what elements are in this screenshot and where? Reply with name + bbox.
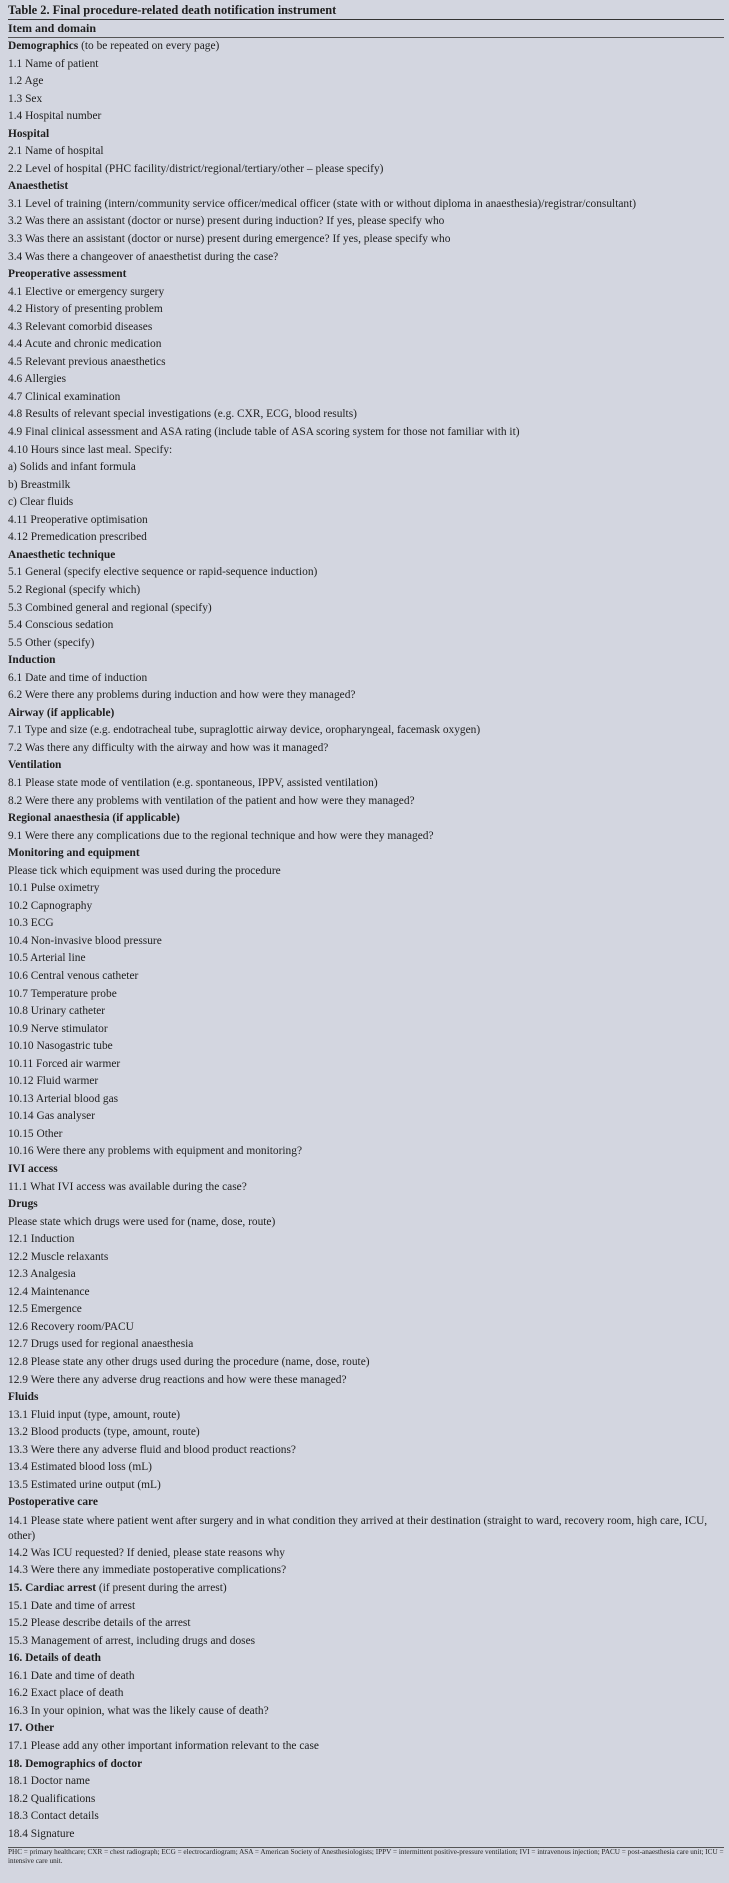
table-row: [8, 582, 724, 600]
item-text: 2.2 Level of hospital (PHC facility/district/regional/tertiary/other – please specify): [8, 162, 384, 175]
section-heading-note: (if present during the arrest): [96, 1582, 227, 1595]
table-row: [8, 91, 724, 109]
table-row: [8, 915, 724, 933]
item-text: 10.2 Capnography: [8, 899, 93, 912]
section-heading-label: 15. Cardiac arrest: [8, 1582, 97, 1595]
item-text: 15.1 Date and time of arrest: [8, 1599, 136, 1612]
item-text: 5.1 General (specify elective sequence or rapid-sequence induction): [8, 566, 318, 579]
section-heading: [8, 652, 724, 670]
section-heading: [8, 547, 724, 565]
table-row: [8, 1354, 724, 1372]
item-text: 10.14 Gas analyser: [8, 1110, 95, 1123]
table-row: [8, 1703, 724, 1721]
table-row: [8, 863, 724, 881]
table-row: [8, 1477, 724, 1495]
table-row: [8, 512, 724, 530]
section-heading: [8, 1580, 724, 1598]
table-row: [8, 1808, 724, 1826]
table-row: [8, 1108, 724, 1126]
item-text: 18.2 Qualifications: [8, 1792, 96, 1805]
table-row: [8, 1284, 724, 1302]
table-row: [8, 1424, 724, 1442]
item-text: 6.1 Date and time of induction: [8, 671, 148, 684]
table-row: [8, 1073, 724, 1091]
table-row: [8, 529, 724, 547]
item-text: 11.1 What IVI access was available during the case?: [8, 1180, 247, 1193]
table-row: [8, 1372, 724, 1390]
table-row: [8, 1685, 724, 1703]
item-text: 4.11 Preoperative optimisation: [8, 513, 148, 526]
table-row: [8, 1056, 724, 1074]
item-text: 13.2 Blood products (type, amount, route): [8, 1426, 200, 1439]
item-text: 12.1 Induction: [8, 1233, 75, 1246]
section-heading-label: Demographics: [8, 40, 79, 52]
table-row: [8, 1633, 724, 1651]
item-text: 12.4 Maintenance: [8, 1285, 90, 1298]
table-row: [8, 389, 724, 407]
item-text: 1.2 Age: [8, 75, 44, 88]
item-text: 7.1 Type and size (e.g. endotracheal tube, supraglottic airway device, oropharyngeal, facemask oxygen): [8, 724, 481, 737]
section-heading: [8, 38, 724, 56]
item-text: 12.2 Muscle relaxants: [8, 1250, 109, 1263]
item-text: 4.7 Clinical examination: [8, 390, 121, 403]
table-row: [8, 1598, 724, 1616]
table-row: [8, 284, 724, 302]
table-row: [8, 617, 724, 635]
item-text: 4.10 Hours since last meal. Specify:: [8, 443, 173, 456]
section-heading-label: Hospital: [8, 127, 50, 140]
item-text: 3.4 Was there a changeover of anaesthetist during the case?: [8, 250, 279, 263]
item-text: 7.2 Was there any difficulty with the airway and how was it managed?: [8, 741, 329, 754]
table-row: [8, 1266, 724, 1284]
item-text: 17.1 Please add any other important information relevant to the case: [8, 1739, 319, 1752]
column-header: Item and domain: [8, 21, 97, 35]
table-row: [8, 371, 724, 389]
item-text: 5.5 Other (specify): [8, 636, 95, 649]
item-text: 10.7 Temperature probe: [8, 987, 117, 1000]
table-row: [8, 687, 724, 705]
table-row: [8, 950, 724, 968]
table-row: [8, 1407, 724, 1425]
item-text: 14.3 Were there any immediate postoperative complications?: [8, 1564, 287, 1577]
table-title: Table 2. Final procedure-related death notification instrument: [8, 3, 337, 17]
item-text: 16.2 Exact place of death: [8, 1687, 124, 1700]
item-text: 4.4 Acute and chronic medication: [8, 338, 162, 351]
table-row: [8, 1143, 724, 1161]
section-heading-label: Regional anaesthesia (if applicable): [8, 812, 180, 825]
table-row: [8, 793, 724, 811]
table-row: [8, 1826, 724, 1844]
section-heading: [8, 1720, 724, 1738]
item-text: 9.1 Were there any complications due to the regional technique and how were they managed?: [8, 829, 434, 842]
item-text: 12.5 Emergence: [8, 1303, 82, 1316]
section-heading: [8, 1650, 724, 1668]
section-heading-label: Preoperative assessment: [8, 268, 127, 281]
table-row: [8, 301, 724, 319]
section-heading-note: (to be repeated on every page): [78, 40, 220, 52]
table-row: [8, 1545, 724, 1563]
table-row: [8, 933, 724, 951]
table-row: [8, 1562, 724, 1580]
item-text: c) Clear fluids: [8, 496, 74, 509]
item-text: 15.3 Management of arrest, including drugs and doses: [8, 1634, 256, 1647]
table-row: [8, 196, 724, 214]
section-heading: [8, 266, 724, 284]
table-row: [8, 459, 724, 477]
section-heading-label: Anaesthetic technique: [8, 548, 116, 561]
table-row: [8, 442, 724, 460]
table-row: [8, 1301, 724, 1319]
item-text: 10.12 Fluid warmer: [8, 1075, 99, 1088]
table-row: [8, 231, 724, 249]
table-row: [8, 1459, 724, 1477]
table-row: [8, 1249, 724, 1267]
table-row: [8, 1038, 724, 1056]
section-heading: [8, 757, 724, 775]
item-text: 10.9 Nerve stimulator: [8, 1022, 108, 1035]
table-row: [8, 1231, 724, 1249]
table-row: [8, 1179, 724, 1197]
table-row: [8, 740, 724, 758]
table-row: [8, 494, 724, 512]
table-row: [8, 635, 724, 653]
item-text: 4.9 Final clinical assessment and ASA rating (include table of ASA scoring system for those not familiar with it): [8, 426, 520, 439]
item-text: 10.5 Arterial line: [8, 952, 86, 965]
table-row: [8, 56, 724, 74]
item-text: 10.16 Were there any problems with equipment and monitoring?: [8, 1145, 303, 1158]
item-text: 1.1 Name of patient: [8, 57, 99, 70]
item-text: 5.4 Conscious sedation: [8, 619, 114, 632]
table-row: [8, 968, 724, 986]
section-heading-label: Ventilation: [8, 759, 62, 772]
item-text: 8.1 Please state mode of ventilation (e.g. spontaneous, IPPV, assisted ventilation): [8, 776, 378, 789]
table-row: [8, 828, 724, 846]
item-text: 18.4 Signature: [8, 1827, 75, 1840]
item-text: 12.3 Analgesia: [8, 1268, 76, 1281]
section-heading-label: Drugs: [8, 1198, 38, 1211]
item-text: 16.1 Date and time of death: [8, 1669, 135, 1682]
table-row: [8, 1512, 724, 1545]
section-heading-label: Postoperative care: [8, 1496, 98, 1509]
section-heading: [8, 1756, 724, 1774]
item-text: 10.4 Non-invasive blood pressure: [8, 934, 162, 947]
table-row: [8, 73, 724, 91]
table-body: [8, 38, 724, 1843]
item-text: 12.9 Were there any adverse drug reactions and how were these managed?: [8, 1373, 347, 1386]
item-text: 1.4 Hospital number: [8, 110, 102, 123]
item-text: 18.1 Doctor name: [8, 1775, 90, 1788]
item-text: 16.3 In your opinion, what was the likely cause of death?: [8, 1704, 269, 1717]
table-row: [8, 424, 724, 442]
item-text: 4.5 Relevant previous anaesthetics: [8, 355, 166, 368]
item-text: 4.2 History of presenting problem: [8, 303, 163, 316]
section-heading: [8, 845, 724, 863]
section-heading-label: 16. Details of death: [8, 1652, 102, 1665]
item-text: 8.2 Were there any problems with ventilation of the patient and how were they managed?: [8, 794, 415, 807]
item-text: a) Solids and infant formula: [8, 461, 136, 474]
item-text: 13.1 Fluid input (type, amount, route): [8, 1408, 181, 1421]
table-row: [8, 1615, 724, 1633]
section-heading: [8, 810, 724, 828]
table-row: [8, 1003, 724, 1021]
item-text: 18.3 Contact details: [8, 1810, 99, 1823]
table-row: [8, 1336, 724, 1354]
item-text: 4.12 Premedication prescribed: [8, 531, 147, 544]
item-text: 10.6 Central venous catheter: [8, 969, 139, 982]
table-row: [8, 1791, 724, 1809]
table-row: [8, 406, 724, 424]
item-text: 12.8 Please state any other drugs used during the procedure (name, dose, route): [8, 1356, 370, 1369]
table-row: [8, 775, 724, 793]
table-row: [8, 1214, 724, 1232]
table-row: [8, 1319, 724, 1337]
item-text: 10.15 Other: [8, 1127, 63, 1140]
table-row: [8, 161, 724, 179]
table-row: [8, 898, 724, 916]
table-row: [8, 1126, 724, 1144]
item-text: 10.1 Pulse oximetry: [8, 882, 100, 895]
item-text: 12.7 Drugs used for regional anaesthesia: [8, 1338, 194, 1351]
item-text: 12.6 Recovery room/PACU: [8, 1320, 134, 1333]
abbreviations-footnote: PHC = primary healthcare; CXR = chest radiograph; ECG = electrocardiogram; ASA = American Society of Anesthesiologists; IPPV = intermittent positive-pressure ventilation; IVI = intravenous injection; PACU = post-anaesthesia care unit; ICU = intensive care unit.: [8, 1848, 724, 1866]
item-text: 4.6 Allergies: [8, 373, 67, 386]
table-row: [8, 108, 724, 126]
table-row: [8, 1442, 724, 1460]
item-text: Please tick which equipment was used during the procedure: [8, 864, 281, 877]
section-heading: [8, 1161, 724, 1179]
table-row: [8, 670, 724, 688]
item-text: 6.2 Were there any problems during induction and how were they managed?: [8, 689, 356, 702]
section-heading-label: Anaesthetist: [8, 180, 69, 193]
item-text: 13.5 Estimated urine output (mL): [8, 1478, 161, 1491]
item-text: 10.3 ECG: [8, 917, 54, 930]
section-heading-label: Induction: [8, 654, 56, 667]
table-row: [8, 564, 724, 582]
item-text: 14.2 Was ICU requested? If denied, please state reasons why: [8, 1546, 285, 1559]
table-row: [8, 1668, 724, 1686]
section-heading: [8, 1389, 724, 1407]
item-text: 2.1 Name of hospital: [8, 145, 104, 158]
item-text: 3.2 Was there an assistant (doctor or nurse) present during induction? If yes, please specify who: [8, 215, 445, 228]
item-text: Please state which drugs were used for (name, dose, route): [8, 1215, 276, 1228]
table-row: [8, 1738, 724, 1756]
table-row: [8, 1091, 724, 1109]
table-row: [8, 143, 724, 161]
item-text: 5.2 Regional (specify which): [8, 583, 141, 596]
section-heading-label: 17. Other: [8, 1722, 55, 1735]
item-text: 3.1 Level of training (intern/community service officer/medical officer (state with or without diploma in anaesthesia)/registrar/consultant): [8, 197, 637, 210]
section-heading-label: 18. Demographics of doctor: [8, 1757, 143, 1770]
section-heading: [8, 705, 724, 723]
table-row: [8, 477, 724, 495]
item-text: 1.3 Sex: [8, 92, 43, 105]
table-row: [8, 600, 724, 618]
section-heading-label: Fluids: [8, 1391, 39, 1404]
table-row: [8, 249, 724, 267]
item-text: 5.3 Combined general and regional (specify): [8, 601, 212, 614]
table-row: [8, 880, 724, 898]
item-text: 14.1 Please state where patient went after surgery and in what condition they arrived at their destination (straight to ward, recovery room, high care, ICU, other): [8, 1514, 708, 1542]
section-heading: [8, 178, 724, 196]
item-text: 15.2 Please describe details of the arrest: [8, 1617, 191, 1630]
section-heading-label: Monitoring and equipment: [8, 847, 140, 860]
table-row: [8, 1773, 724, 1791]
item-text: 3.3 Was there an assistant (doctor or nurse) present during emergence? If yes, please specify who: [8, 233, 451, 246]
item-text: 13.4 Estimated blood loss (mL): [8, 1461, 152, 1474]
section-heading: [8, 1494, 724, 1512]
section-heading: [8, 126, 724, 144]
table-row: [8, 1021, 724, 1039]
item-text: 10.11 Forced air warmer: [8, 1057, 121, 1070]
table-row: [8, 336, 724, 354]
item-text: 10.10 Nasogastric tube: [8, 1040, 113, 1053]
item-text: b) Breastmilk: [8, 478, 71, 491]
section-heading-label: Airway (if applicable): [8, 706, 115, 719]
section-heading: [8, 1196, 724, 1214]
table-row: [8, 986, 724, 1004]
table-row: [8, 722, 724, 740]
table-row: [8, 319, 724, 337]
item-text: 4.3 Relevant comorbid diseases: [8, 320, 153, 333]
item-text: 10.13 Arterial blood gas: [8, 1092, 119, 1105]
table-row: [8, 213, 724, 231]
section-heading-label: IVI access: [8, 1163, 58, 1175]
item-text: 10.8 Urinary catheter: [8, 1005, 106, 1018]
table-row: [8, 354, 724, 372]
item-text: 4.1 Elective or emergency surgery: [8, 285, 165, 298]
item-text: 13.3 Were there any adverse fluid and blood product reactions?: [8, 1443, 296, 1456]
item-text: 4.8 Results of relevant special investigations (e.g. CXR, ECG, blood results): [8, 408, 357, 421]
table-footer: [8, 1847, 724, 1866]
